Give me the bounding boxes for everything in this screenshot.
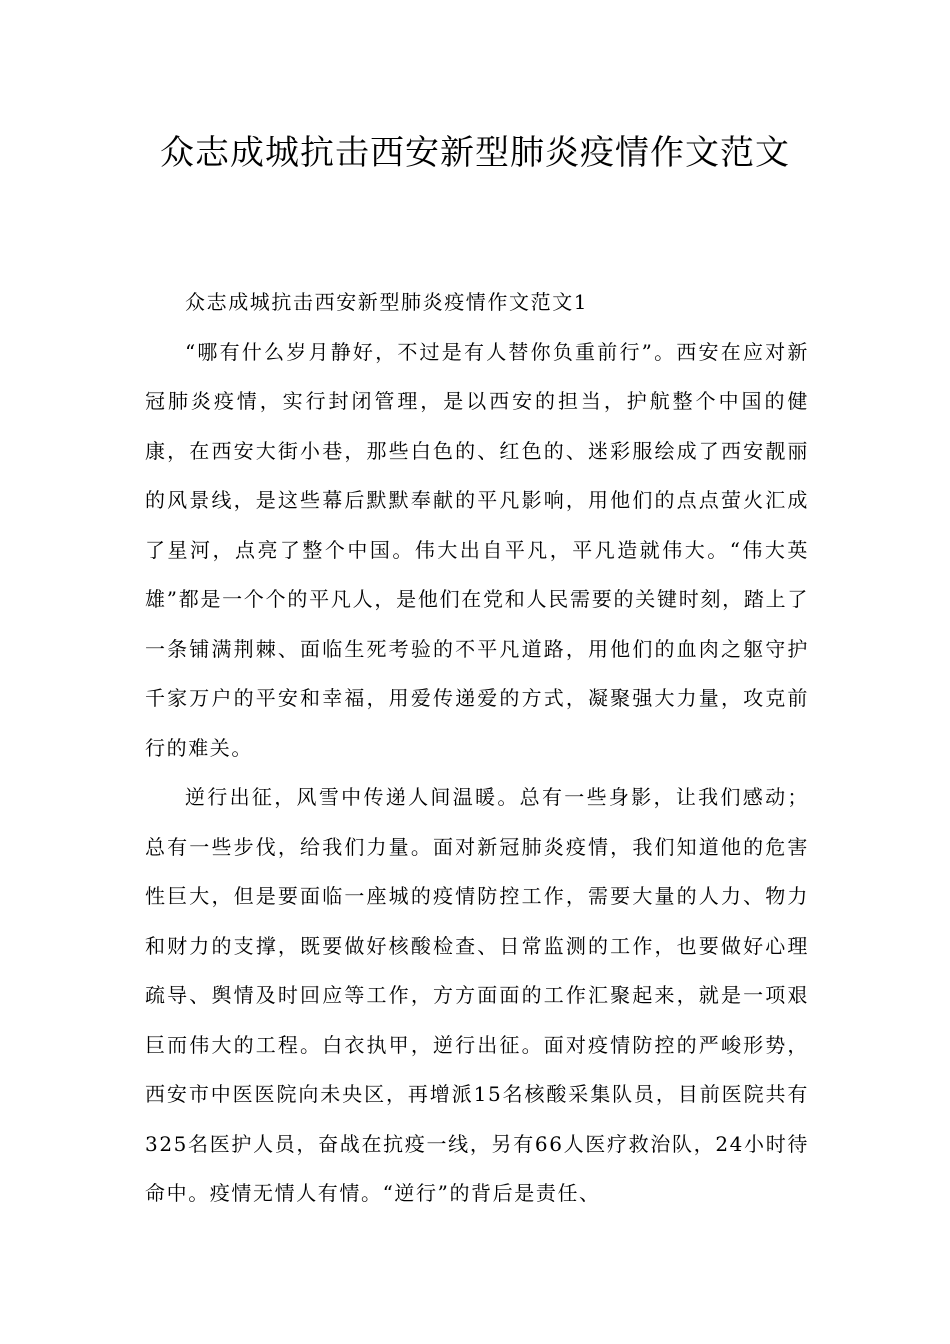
paragraph-2: 逆行出征，风雪中传递人间温暖。总有一些身影，让我们感动；总有一些步伐，给我们力量。面对新冠肺炎疫情，我们知道他的危害性巨大，但是要面临一座城的疫情防控工作，需要大量的人力、物力和财力的支撑，既要做好核酸检查、日常监测的工作，也要做好心理疏导、舆情及时回应等工作，方方面面的工作汇聚起来，就是一项艰巨而伟大的工程。白衣执甲，逆行出征。面对疫情防控的严峻形势，西安市中医医院向未央区，再增派15名核酸采集队员，目前医院共有325名医护人员，奋战在抗疫一线，另有66人医疗救治队，24小时待命中。疫情无情人有情。“逆行”的背后是责任、 — [145, 785, 809, 1205]
document-subtitle: 众志成城抗击西安新型肺炎疫情作文范文1 — [185, 290, 589, 314]
document-body — [145, 278, 809, 1219]
paragraph-1: “哪有什么岁月静好，不过是有人替你负重前行”。西安在应对新冠肺炎疫情，实行封闭管理，是以西安的担当，护航整个中国的健康，在西安大街小巷，那些白色的、红色的、迷彩服绘成了西安靓丽的风景线，是这些幕后默默奉献的平凡影响，用他们的点点萤火汇成了星河，点亮了整个中国。伟大出自平凡，平凡造就伟大。“伟大英雄”都是一个个的平凡人，是他们在党和人民需要的关键时刻，踏上了一条铺满荆棘、面临生死考验的不平凡道路，用他们的血肉之躯守护千家万户的平安和幸福，用爱传递爱的方式，凝聚强大力量，攻克前行的难关。 — [145, 339, 809, 760]
document-title: 众志成城抗击西安新型肺炎疫情作文范文 — [160, 133, 790, 173]
